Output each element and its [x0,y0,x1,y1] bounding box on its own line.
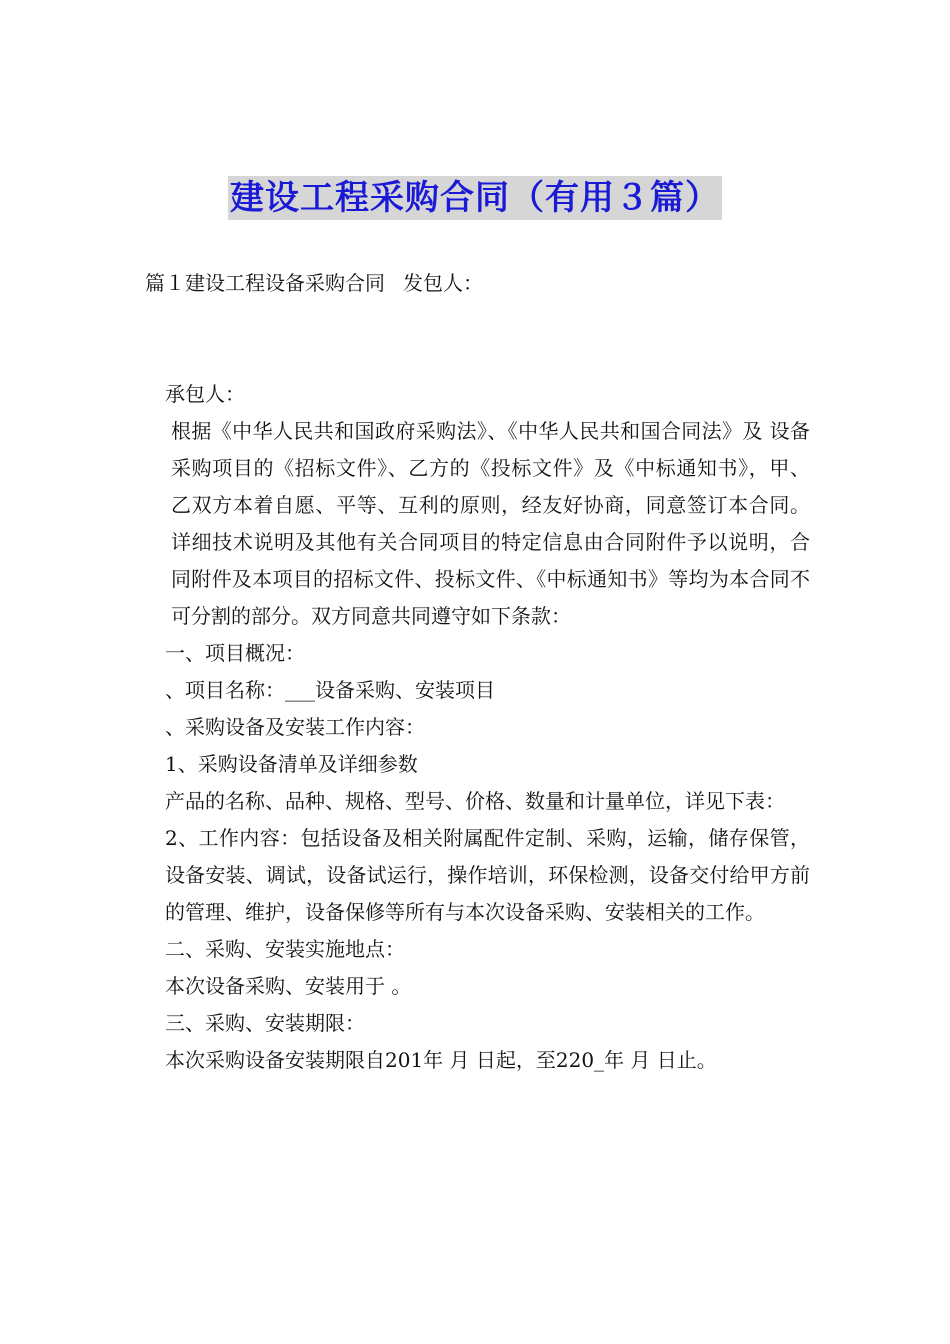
preamble-paragraph: 根据《中华人民共和国政府采购法》、《中华人民共和国合同法》及 设备采购项目的《招标文件》、乙方的《投标文件》及《中标通知书》，甲、乙双方本着自愿、平等、互利的原则，经友好协商，同意签订本合同。详细技术说明及其他有关合同项目的特定信息由合同附件予以说明，合同附件及本项目的招标文件、投标文件、《中标通知书》等均为本合同不可分割的部分。双方同意共同遵守如下条款： [171,419,810,628]
product-details-paragraph: 产品的名称、品种、规格、型号、价格、数量和计量单位，详见下表： [165,789,785,813]
section-two-heading: 二、采购、安装实施地点： [165,937,405,961]
equipment-list-heading: 1、采购设备清单及详细参数 [165,752,418,776]
contract-body [145,376,810,1079]
location-line: 本次设备采购、安装用于 。 [165,974,412,998]
period-line: 本次采购设备安装期限自201年 月 日起，至220_年 月 日止。 [165,1048,717,1072]
employer-label: 发包人： [403,271,483,295]
title-container [0,176,950,220]
document-title: 建设工程采购合同（有用３篇） [230,178,720,218]
contractor-label: 承包人： [165,382,245,406]
section-heading: 篇１建设工程设备采购合同 [145,271,385,295]
work-content-paragraph: 2、工作内容：包括设备及相关附属配件定制、采购，运输，储存保管，设备安装、调试，设备试运行，操作培训，环保检测，设备交付给甲方前的管理、维护，设备保修等所有与本次设备采购、安装相关的工作。 [165,826,810,924]
scope-heading: 、采购设备及安装工作内容： [165,715,425,739]
section-three-heading: 三、采购、安装期限： [165,1011,365,1035]
project-name-line: 、项目名称：___设备采购、安装项目 [165,678,495,702]
section-one-heading: 一、项目概况： [165,641,305,665]
intro-line [145,265,483,302]
